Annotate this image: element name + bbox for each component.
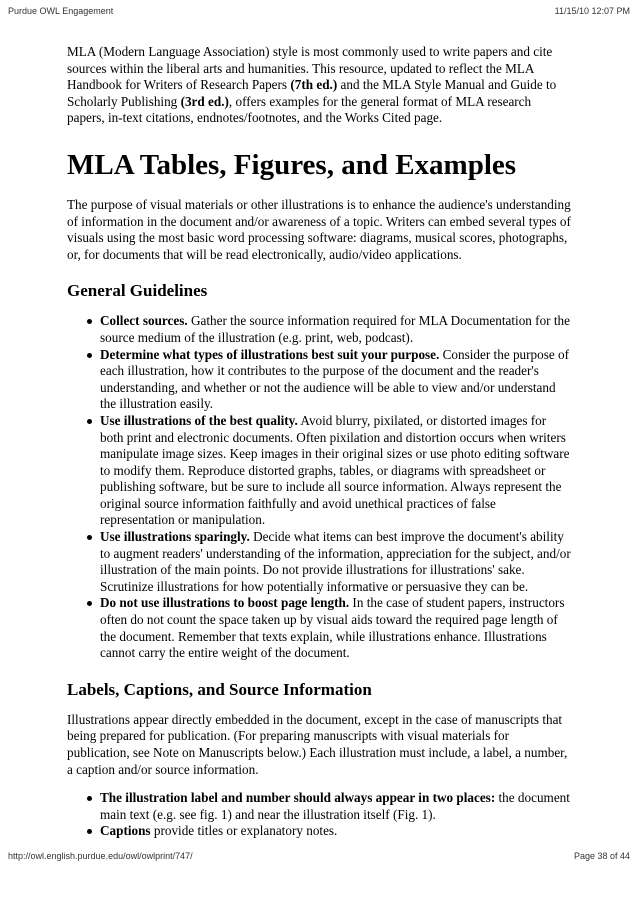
bullet-icon	[87, 601, 92, 606]
list-item	[100, 595, 572, 661]
list-item-text: the document main text (e.g. see fig. 1) and near the illustration itself (Fig. 1).	[100, 790, 570, 822]
list-item	[100, 529, 572, 595]
header-timestamp: 11/15/10 12:07 PM	[554, 6, 630, 16]
list-item-text: provide titles or explanatory notes.	[150, 823, 338, 839]
labels-captions-heading: Labels, Captions, and Source Information	[67, 679, 372, 699]
list-item-lead: Do not use illustrations to boost page length.	[100, 595, 350, 611]
list-item-text: Gather the source information required for MLA Documentation for the source medium of the illustration (e.g. print, web, podcast).	[100, 313, 570, 345]
list-item-text: Consider the purpose of each illustration, how it contributes to the purpose of the document and the reader's understanding, and whether or not the audience will be able to view and/or understand the illustration easily.	[100, 346, 569, 412]
list-item	[100, 823, 572, 840]
purpose-paragraph: The purpose of visual materials or other illustrations is to enhance the audience's understanding of information in the document and/or awareness of a topic. Writers can embed several types of visuals using the most basic word processing software: diagrams, musical scores, photographs, or, for documents that will be read electronically, audio/video applications.	[67, 196, 571, 262]
intro-paragraph	[67, 44, 572, 127]
bullet-icon	[87, 353, 92, 358]
list-item-lead: Use illustrations sparingly.	[100, 529, 250, 545]
bullet-icon	[87, 319, 92, 324]
list-item-lead: The illustration label and number should always appear in two places:	[100, 790, 496, 806]
list-item-text: In the case of student papers, instructors often do not count the space taken up by visual aids toward the required page length of the document. Remember that texts explain, while illustrations enhance. Illustrations cannot carry the entire weight of the document.	[100, 595, 565, 661]
list-item	[100, 313, 572, 346]
page-content	[67, 44, 572, 840]
footer-page-number: Page 38 of 44	[573, 851, 630, 861]
labels-list	[67, 790, 572, 840]
intro-text-1: MLA (Modern Language Association) style is most commonly used to write papers and cite sources within the liberal arts and humanities. This resource, updated to reflect the MLA Handbook for Writers of Research Papers	[67, 44, 553, 93]
bullet-icon	[87, 829, 92, 834]
list-item-lead: Determine what types of illustrations best suit your purpose.	[100, 346, 440, 362]
list-item-lead: Collect sources.	[100, 313, 188, 329]
list-item-lead: Captions	[100, 823, 151, 839]
intro-text-3: , offers examples for the general format of MLA research papers, in-text citations, endnotes/footnotes, and the Works Cited page.	[67, 93, 532, 126]
list-item	[100, 790, 572, 823]
intro-edition-1: (7th ed.)	[290, 77, 338, 93]
print-header	[8, 6, 630, 16]
print-footer	[8, 851, 630, 861]
list-item-text: Decide what items can best improve the document's ability to augment readers' understanding of the information, appreciation for the subject, and/or illustration of the main points. Do not provide illustrations for illustrations' sake. Scrutinize illustrations for how potentially informative or persuasive they can be.	[100, 529, 571, 594]
list-item	[100, 347, 572, 413]
bullet-icon	[87, 419, 92, 424]
intro-edition-2: (3rd ed.)	[180, 93, 229, 109]
list-item-text: Avoid blurry, pixilated, or distorted images for both print and electronic documents. Often pixilation and distortion occurs when writers manipulate image sizes. Keep images in their original sizes or use photo editing software to modify them. Reproduce distorted graphs, tables, or diagrams with spreadsheet or publishing software, but be sure to include all source information. Always represent the original source information faithfully and avoid unethical practices of false representation or manipulation.	[100, 412, 570, 528]
bullet-icon	[87, 535, 92, 540]
page-title: MLA Tables, Figures, and Examples	[67, 148, 517, 181]
footer-url: http://owl.english.purdue.edu/owl/owlprint/747/	[8, 851, 193, 861]
intro-text-2: and the MLA Style Manual and Guide to Scholarly Publishing	[67, 77, 557, 109]
header-site-title: Purdue OWL Engagement	[8, 6, 114, 16]
general-guidelines-list	[67, 313, 572, 661]
bullet-icon	[87, 796, 92, 801]
labels-paragraph: Illustrations appear directly embedded in the document, except in the case of manuscripts that being prepared for publication. (For preparing manuscripts with visual materials for publication, see Note on Manuscripts below.) Each illustration must include, a label, a number, a caption and/or source information.	[67, 711, 568, 777]
general-guidelines-heading: General Guidelines	[67, 281, 208, 301]
list-item	[100, 413, 572, 529]
list-item-lead: Use illustrations of the best quality.	[100, 412, 298, 428]
